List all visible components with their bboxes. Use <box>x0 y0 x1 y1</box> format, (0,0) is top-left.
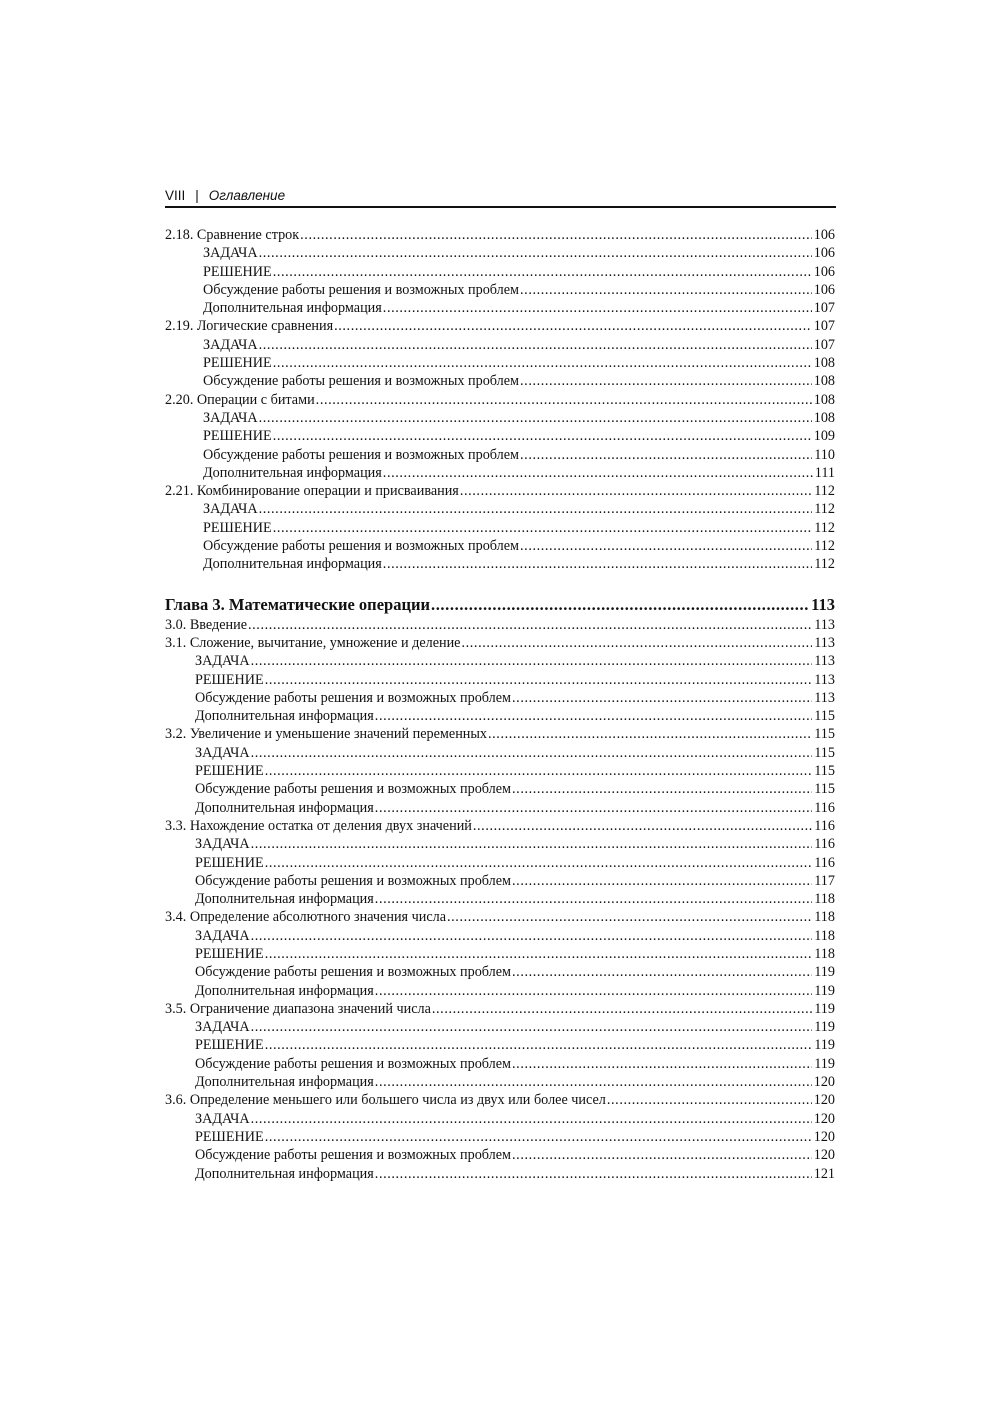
toc-subsection-entry[interactable] <box>165 945 835 963</box>
toc-leader-dots <box>460 482 812 500</box>
toc-entry-page: 113 <box>811 594 835 614</box>
toc-entry-label: Дополнительная информация <box>203 556 382 573</box>
toc-entry-page: 112 <box>814 538 835 555</box>
toc-subsection-entry[interactable] <box>165 555 835 573</box>
toc-entry-page: 120 <box>813 1110 835 1127</box>
toc-entry-page: 108 <box>813 391 835 408</box>
toc-leader-dots <box>251 1110 812 1128</box>
toc-subsection-entry[interactable] <box>165 1110 835 1128</box>
toc-entry-page: 119 <box>814 1019 835 1036</box>
toc-leader-dots <box>248 616 812 634</box>
toc-leader-dots <box>520 446 812 464</box>
toc-entry-page: 119 <box>814 964 835 981</box>
toc-leader-dots <box>488 725 812 743</box>
toc-subsection-entry[interactable] <box>165 963 835 981</box>
toc-entry-page: 115 <box>814 763 835 780</box>
toc-leader-dots <box>520 372 812 390</box>
toc-leader-dots <box>265 671 813 689</box>
toc-subsection-entry[interactable] <box>165 354 835 372</box>
toc-entry-label: Обсуждение работы решения и возможных проблем <box>195 872 512 889</box>
toc-leader-dots <box>383 464 813 482</box>
table-of-contents <box>165 226 835 1183</box>
toc-entry-page: 121 <box>813 1165 835 1182</box>
toc-leader-dots <box>432 1000 812 1018</box>
toc-leader-dots <box>265 854 813 872</box>
toc-entry-page: 116 <box>814 836 835 853</box>
toc-section-chapter-3 <box>165 616 835 1183</box>
toc-subsection-entry[interactable] <box>165 1055 835 1073</box>
toc-subsection-entry[interactable] <box>165 336 835 354</box>
toc-entry-page: 113 <box>814 616 835 633</box>
toc-leader-dots <box>251 835 813 853</box>
toc-entry-label: ЗАДАЧА <box>203 501 258 518</box>
toc-entry-page: 120 <box>813 1147 835 1164</box>
toc-leader-dots <box>520 281 812 299</box>
toc-entry-page: 120 <box>813 1074 835 1091</box>
toc-entry-page: 116 <box>814 799 835 816</box>
toc-entry-page: 113 <box>814 634 835 651</box>
toc-leader-dots <box>265 1128 812 1146</box>
toc-leader-dots <box>259 244 812 262</box>
toc-leader-dots <box>251 1018 813 1036</box>
toc-leader-dots <box>473 817 812 835</box>
toc-subsection-entry[interactable] <box>165 263 835 281</box>
toc-entry-label: Дополнительная информация <box>203 464 382 481</box>
toc-leader-dots <box>383 555 812 573</box>
toc-leader-dots <box>375 890 812 908</box>
toc-entry-label: РЕШЕНИЕ <box>203 428 272 445</box>
toc-entry-page: 112 <box>814 519 835 536</box>
toc-leader-dots <box>375 1073 812 1091</box>
toc-subsection-entry[interactable] <box>165 671 835 689</box>
toc-leader-dots <box>461 634 812 652</box>
toc-subsection-entry[interactable] <box>165 927 835 945</box>
page-number: VIII <box>165 188 186 203</box>
toc-entry-page: 108 <box>813 373 835 390</box>
toc-leader-dots <box>512 1055 812 1073</box>
toc-section-entry[interactable] <box>165 817 835 835</box>
toc-entry-page: 112 <box>814 501 835 518</box>
toc-subsection-entry[interactable] <box>165 854 835 872</box>
toc-entry-page: 118 <box>814 891 835 908</box>
toc-section-entry[interactable] <box>165 226 835 244</box>
toc-section-entry[interactable] <box>165 1091 835 1109</box>
toc-leader-dots <box>259 336 812 354</box>
toc-entry-label: РЕШЕНИЕ <box>195 945 264 962</box>
toc-entry-label: РЕШЕНИЕ <box>203 519 272 536</box>
toc-leader-dots <box>251 927 813 945</box>
toc-leader-dots <box>512 1146 812 1164</box>
toc-leader-dots <box>273 354 812 372</box>
toc-subsection-entry[interactable] <box>165 464 835 482</box>
toc-subsection-entry[interactable] <box>165 1018 835 1036</box>
page-header <box>165 186 836 208</box>
toc-chapter-heading[interactable] <box>165 594 835 616</box>
toc-entry-page: 111 <box>814 464 835 481</box>
toc-section-entry[interactable] <box>165 317 835 335</box>
toc-leader-dots <box>265 1036 813 1054</box>
toc-entry-page: 112 <box>814 483 835 500</box>
toc-entry-label: РЕШЕНИЕ <box>195 763 264 780</box>
toc-entry-label: Дополнительная информация <box>195 708 374 725</box>
toc-entry-page: 118 <box>814 909 835 926</box>
toc-entry-page: 112 <box>814 556 835 573</box>
toc-section-entry[interactable] <box>165 725 835 743</box>
toc-entry-page: 115 <box>814 726 835 743</box>
toc-section-entry[interactable] <box>165 482 835 500</box>
toc-entry-label: 3.0. Введение <box>165 616 248 633</box>
toc-entry-page: 113 <box>814 689 835 706</box>
toc-subsection-entry[interactable] <box>165 689 835 707</box>
toc-subsection-entry[interactable] <box>165 652 835 670</box>
toc-entry-page: 107 <box>813 336 835 353</box>
toc-entry-label: ЗАДАЧА <box>195 836 250 853</box>
toc-leader-dots <box>520 537 812 555</box>
toc-subsection-entry[interactable] <box>165 1128 835 1146</box>
toc-entry-label: ЗАДАЧА <box>195 653 250 670</box>
toc-entry-label: РЕШЕНИЕ <box>195 1037 264 1054</box>
toc-entry-label: Дополнительная информация <box>195 982 374 999</box>
toc-entry-page: 116 <box>814 817 835 834</box>
toc-leader-dots <box>512 963 812 981</box>
toc-leader-dots <box>512 872 812 890</box>
toc-entry-label: Обсуждение работы решения и возможных проблем <box>203 373 520 390</box>
toc-entry-label: Дополнительная информация <box>195 799 374 816</box>
toc-entry-label: 2.18. Сравнение строк <box>165 227 300 243</box>
toc-leader-dots <box>251 652 813 670</box>
toc-entry-page: 106 <box>813 227 835 243</box>
toc-entry-label: ЗАДАЧА <box>195 927 250 944</box>
toc-subsection-entry[interactable] <box>165 1165 835 1183</box>
toc-entry-page: 118 <box>814 927 835 944</box>
toc-entry-label: 3.4. Определение абсолютного значения числа <box>165 909 447 926</box>
toc-leader-dots <box>607 1091 812 1109</box>
toc-entry-page: 107 <box>813 318 835 335</box>
toc-subsection-entry[interactable] <box>165 890 835 908</box>
running-title: Оглавление <box>208 188 286 203</box>
toc-entry-label: Обсуждение работы решения и возможных проблем <box>195 964 512 981</box>
header-separator: | <box>195 188 199 203</box>
toc-entry-label: Дополнительная информация <box>195 1074 374 1091</box>
toc-subsection-entry[interactable] <box>165 299 835 317</box>
toc-subsection-entry[interactable] <box>165 409 835 427</box>
toc-subsection-entry[interactable] <box>165 835 835 853</box>
toc-entry-label: 3.5. Ограничение диапазона значений числа <box>165 1000 431 1017</box>
toc-entry-page: 106 <box>813 281 835 298</box>
toc-subsection-entry[interactable] <box>165 982 835 1000</box>
toc-entry-page: 115 <box>814 781 835 798</box>
toc-leader-dots <box>300 226 812 244</box>
toc-entry-label: ЗАДАЧА <box>203 336 258 353</box>
toc-subsection-entry[interactable] <box>165 244 835 262</box>
toc-subsection-entry[interactable] <box>165 500 835 518</box>
toc-entry-label: Обсуждение работы решения и возможных проблем <box>203 538 520 555</box>
toc-leader-dots <box>265 762 813 780</box>
toc-entry-label: 3.3. Нахождение остатка от деления двух значений <box>165 817 472 834</box>
toc-entry-page: 116 <box>814 854 835 871</box>
toc-entry-label: РЕШЕНИЕ <box>195 854 264 871</box>
toc-subsection-entry[interactable] <box>165 744 835 762</box>
toc-entry-page: 120 <box>813 1092 835 1109</box>
toc-entry-page: 107 <box>813 300 835 317</box>
toc-subsection-entry[interactable] <box>165 1073 835 1091</box>
toc-entry-label: Дополнительная информация <box>203 300 382 317</box>
toc-entry-label: ЗАДАЧА <box>203 409 258 426</box>
toc-leader-dots <box>273 519 813 537</box>
toc-entry-label: 2.20. Операции с битами <box>165 391 315 408</box>
toc-section-entry[interactable] <box>165 391 835 409</box>
toc-entry-page: 119 <box>814 982 835 999</box>
toc-entry-page: 120 <box>813 1128 835 1145</box>
toc-entry-label: Обсуждение работы решения и возможных проблем <box>195 781 512 798</box>
toc-leader-dots <box>334 317 812 335</box>
toc-leader-dots <box>512 780 812 798</box>
toc-leader-dots <box>447 908 812 926</box>
toc-subsection-entry[interactable] <box>165 707 835 725</box>
toc-section-entry[interactable] <box>165 634 835 652</box>
toc-entry-label: Дополнительная информация <box>195 1165 374 1182</box>
toc-section-chapter-2 <box>165 226 835 574</box>
toc-subsection-entry[interactable] <box>165 446 835 464</box>
toc-section-entry[interactable] <box>165 1000 835 1018</box>
toc-entry-label: Обсуждение работы решения и возможных проблем <box>195 1055 512 1072</box>
toc-entry-label: 2.19. Логические сравнения <box>165 318 334 335</box>
toc-subsection-entry[interactable] <box>165 872 835 890</box>
toc-entry-page: 118 <box>814 945 835 962</box>
toc-entry-page: 115 <box>814 708 835 725</box>
toc-leader-dots <box>375 1165 812 1183</box>
toc-entry-page: 119 <box>814 1055 835 1072</box>
toc-subsection-entry[interactable] <box>165 427 835 445</box>
toc-leader-dots <box>375 707 812 725</box>
toc-entry-label: 2.21. Комбинирование операции и присваивания <box>165 483 459 500</box>
toc-entry-label: ЗАДАЧА <box>195 1019 250 1036</box>
toc-subsection-entry[interactable] <box>165 519 835 537</box>
toc-entry-label: ЗАДАЧА <box>195 744 250 761</box>
toc-leader-dots <box>259 409 812 427</box>
toc-leader-dots <box>265 945 813 963</box>
toc-entry-label: Обсуждение работы решения и возможных проблем <box>203 446 520 463</box>
toc-leader-dots <box>316 391 812 409</box>
toc-entry-label: РЕШЕНИЕ <box>203 355 272 372</box>
toc-subsection-entry[interactable] <box>165 1146 835 1164</box>
toc-subsection-entry[interactable] <box>165 799 835 817</box>
toc-entry-label: Дополнительная информация <box>195 891 374 908</box>
toc-entry-page: 117 <box>814 872 835 889</box>
toc-entry-page: 108 <box>813 409 835 426</box>
toc-entry-label: Глава 3. Математические операции <box>165 594 430 614</box>
toc-leader-dots <box>259 500 813 518</box>
toc-entry-label: Обсуждение работы решения и возможных проблем <box>195 1147 512 1164</box>
toc-entry-page: 119 <box>814 1000 835 1017</box>
toc-leader-dots <box>273 427 812 445</box>
toc-entry-page: 106 <box>813 263 835 280</box>
toc-entry-label: РЕШЕНИЕ <box>195 1128 264 1145</box>
toc-subsection-entry[interactable] <box>165 537 835 555</box>
toc-subsection-entry[interactable] <box>165 780 835 798</box>
toc-subsection-entry[interactable] <box>165 762 835 780</box>
toc-section-entry[interactable] <box>165 616 835 634</box>
toc-entry-label: Обсуждение работы решения и возможных проблем <box>203 281 520 298</box>
toc-entry-page: 113 <box>814 671 835 688</box>
toc-entry-page: 108 <box>813 355 835 372</box>
toc-entry-page: 109 <box>813 428 835 445</box>
toc-leader-dots <box>383 299 812 317</box>
toc-entry-label: 3.2. Увеличение и уменьшение значений переменных <box>165 726 488 743</box>
toc-entry-page: 113 <box>814 653 835 670</box>
toc-entry-label: 3.1. Сложение, вычитание, умножение и деление <box>165 634 461 651</box>
toc-leader-dots <box>251 744 813 762</box>
toc-entry-label: ЗАДАЧА <box>195 1110 250 1127</box>
toc-entry-label: РЕШЕНИЕ <box>195 671 264 688</box>
toc-subsection-entry[interactable] <box>165 372 835 390</box>
toc-entry-page: 110 <box>814 446 835 463</box>
toc-subsection-entry[interactable] <box>165 281 835 299</box>
toc-leader-dots <box>273 263 812 281</box>
toc-leader-dots <box>431 594 809 616</box>
toc-leader-dots <box>375 799 812 817</box>
toc-entry-label: Обсуждение работы решения и возможных проблем <box>195 689 512 706</box>
toc-entry-page: 115 <box>814 744 835 761</box>
toc-leader-dots <box>375 982 812 1000</box>
toc-entry-label: РЕШЕНИЕ <box>203 263 272 280</box>
toc-entry-label: 3.6. Определение меньшего или большего числа из двух или более чисел <box>165 1092 606 1109</box>
toc-entry-label: ЗАДАЧА <box>203 245 258 262</box>
toc-leader-dots <box>512 689 812 707</box>
toc-section-entry[interactable] <box>165 908 835 926</box>
toc-entry-page: 106 <box>813 245 835 262</box>
toc-subsection-entry[interactable] <box>165 1036 835 1054</box>
toc-entry-page: 119 <box>814 1037 835 1054</box>
